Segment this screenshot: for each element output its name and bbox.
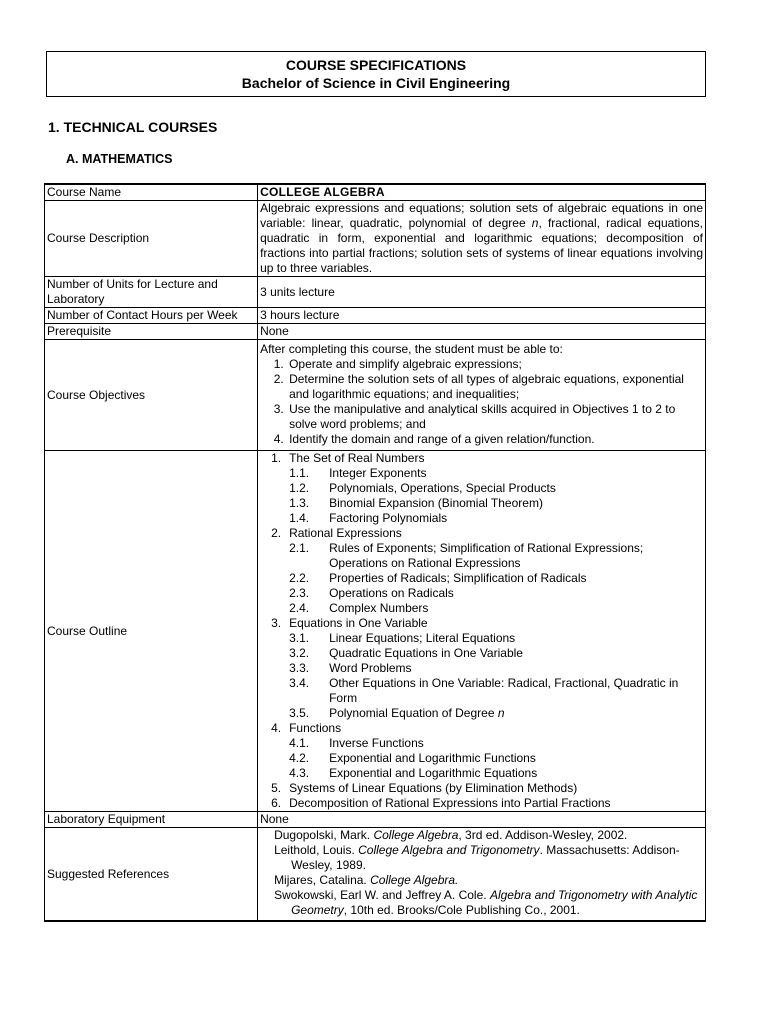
- reference-author: Leithold, Louis.: [274, 843, 359, 857]
- outline-item-number: 4.: [271, 721, 282, 735]
- outline-item-number: 5.: [271, 781, 282, 795]
- contact-hours-label: Number of Contact Hours per Week: [45, 308, 258, 324]
- outline-subitem-number: 3.2.: [289, 646, 310, 660]
- row-contact-hours: [45, 308, 706, 324]
- course-description-value: [258, 201, 706, 277]
- row-lab-equipment: [45, 812, 706, 828]
- contact-hours-value: 3 hours lecture: [258, 308, 706, 324]
- reference-item: [262, 843, 703, 873]
- outline-item-number: 6.: [271, 796, 282, 810]
- outline-subitem-title: Integer Exponents: [329, 466, 427, 480]
- references-label: Suggested References: [45, 828, 258, 922]
- outline-subitem: [260, 646, 703, 661]
- lab-equipment-value: None: [258, 812, 706, 828]
- outline-item: [260, 526, 703, 541]
- reference-title: College Algebra and Trigonometry: [358, 843, 540, 857]
- reference-title: College Algebra.: [370, 873, 459, 887]
- outline-subitem-title: Properties of Radicals; Simplification of Radicals: [329, 571, 587, 585]
- reference-publication: , 3rd ed. Addison-Wesley, 2002.: [458, 828, 628, 842]
- outline-subitem-title: Exponential and Logarithmic Equations: [329, 766, 538, 780]
- document-title: COURSE SPECIFICATIONS: [285, 57, 467, 73]
- description-part-2: , fractional, radical equations, quadratic in form, exponential and logarithmic equations; decomposition of fractions into partial fractions; solution sets of systems of linear equations involving up to three variables.: [260, 216, 703, 275]
- prerequisite-value: None: [258, 324, 706, 340]
- outline-value: [258, 451, 706, 812]
- outline-subitem-title: Rules of Exponents; Simplification of Rational Expressions; Operations on Rational Expressions: [329, 541, 644, 570]
- outline-label: Course Outline: [45, 451, 258, 812]
- reference-item: [262, 828, 703, 843]
- objectives-intro: After completing this course, the student must be able to:: [260, 342, 563, 356]
- objectives-label: Course Objectives: [45, 340, 258, 451]
- outline-item: [260, 451, 703, 466]
- outline-item-number: 1.: [271, 451, 282, 465]
- objectives-list: [260, 357, 703, 447]
- objective-item: 2. Determine the solution sets of all types of algebraic equations, exponential and logarithmic equations; and inequalities;: [287, 372, 703, 402]
- outline-subitem: [260, 601, 703, 616]
- objective-item: 4. Identify the domain and range of a given relation/function.: [287, 432, 703, 447]
- reference-title: Algebra and Trigonometry with Analytic Geometry: [291, 888, 698, 917]
- outline-subitem: [260, 496, 703, 511]
- outline-subitem: [260, 511, 703, 526]
- outline-subitem: [260, 676, 703, 706]
- course-name-label: Course Name: [45, 184, 258, 201]
- objective-item: 3. Use the manipulative and analytical skills acquired in Objectives 1 to 2 to solve word problems; and: [287, 402, 703, 432]
- outline-subitem-number: 1.4.: [289, 511, 310, 525]
- references-value: [258, 828, 706, 922]
- reference-title: College Algebra: [373, 828, 459, 842]
- reference-publication: . Massachusetts: Addison-Wesley, 1989.: [291, 843, 680, 872]
- reference-item: [262, 888, 703, 918]
- outline-subitem: [260, 766, 703, 781]
- outline-subitem-number: 1.3.: [289, 496, 310, 510]
- course-spec-table: [44, 183, 706, 922]
- outline-subitem-number: 1.1.: [289, 466, 310, 480]
- section-heading: 1. TECHNICAL COURSES: [48, 119, 218, 135]
- lab-equipment-label: Laboratory Equipment: [45, 812, 258, 828]
- outline-subitem-variable: n: [497, 706, 505, 720]
- outline-subitem-title: Complex Numbers: [329, 601, 429, 615]
- outline-subitem-title: Operations on Radicals: [329, 586, 454, 600]
- reference-item: [262, 873, 703, 888]
- outline-subitem-title: Quadratic Equations in One Variable: [329, 646, 523, 660]
- objective-item: 1. Operate and simplify algebraic expressions;: [287, 357, 703, 372]
- outline-subitem-number: 4.2.: [289, 751, 310, 765]
- reference-author: Dugopolski, Mark.: [274, 828, 374, 842]
- outline-item: [260, 721, 703, 736]
- row-outline: [45, 451, 706, 812]
- outline-subitem-number: 3.5.: [289, 706, 310, 720]
- outline-subitem: [260, 661, 703, 676]
- outline-item: [260, 616, 703, 631]
- outline-item: [260, 796, 703, 811]
- prerequisite-label: Prerequisite: [45, 324, 258, 340]
- outline-item-title: Functions: [289, 721, 342, 735]
- outline-subitem-number: 4.1.: [289, 736, 310, 750]
- outline-subitem-number: 2.1.: [289, 541, 310, 555]
- outline-subitem-number: 3.4.: [289, 676, 310, 690]
- subsection-heading: A. MATHEMATICS: [66, 152, 173, 166]
- outline-subitem: [260, 586, 703, 601]
- outline-subitem-number: 4.3.: [289, 766, 310, 780]
- outline-subitem: [260, 481, 703, 496]
- outline-subitem-title: Binomial Expansion (Binomial Theorem): [329, 496, 543, 510]
- reference-author: Mijares, Catalina.: [274, 873, 371, 887]
- row-prerequisite: [45, 324, 706, 340]
- outline-subitem-number: 3.1.: [289, 631, 310, 645]
- outline-subitem-number: 1.2.: [289, 481, 310, 495]
- outline-subitem-title: Polynomials, Operations, Special Products: [329, 481, 556, 495]
- outline-subitem: [260, 541, 703, 571]
- outline-subitem-number: 2.2.: [289, 571, 310, 585]
- outline-subitem: [260, 736, 703, 751]
- document-subtitle: Bachelor of Science in Civil Engineering: [241, 75, 511, 91]
- outline-subitem: [260, 706, 703, 721]
- outline-item-number: 3.: [271, 616, 282, 630]
- outline-subitem-title: Factoring Polynomials: [329, 511, 448, 525]
- outline-item-number: 2.: [271, 526, 282, 540]
- outline-subitem: [260, 571, 703, 586]
- references-list: [260, 828, 703, 918]
- outline-subitem-title: Linear Equations; Literal Equations: [329, 631, 516, 645]
- document-header: [46, 51, 706, 97]
- outline-item-title: Systems of Linear Equations (by Elimination Methods): [289, 781, 578, 795]
- outline-subitem-title: Word Problems: [329, 661, 412, 675]
- row-objectives: [45, 340, 706, 451]
- outline-item-title: Decomposition of Rational Expressions into Partial Fractions: [289, 796, 611, 810]
- objectives-value: [258, 340, 706, 451]
- row-units: [45, 277, 706, 308]
- outline-item-title: Rational Expressions: [289, 526, 402, 540]
- row-course-name: [45, 184, 706, 201]
- outline-subitem-title: Other Equations in One Variable: Radical, Fractional, Quadratic in Form: [329, 676, 679, 705]
- outline-subitem-number: 2.3.: [289, 586, 310, 600]
- reference-publication: , 10th ed. Brooks/Cole Publishing Co., 2001.: [343, 903, 580, 917]
- outline-subitem: [260, 631, 703, 646]
- outline-subitem-title: Exponential and Logarithmic Functions: [329, 751, 536, 765]
- course-description-label: Course Description: [45, 201, 258, 277]
- outline-subitem-number: 2.4.: [289, 601, 310, 615]
- outline-subitem-title: Inverse Functions: [329, 736, 424, 750]
- description-part-1: Algebraic expressions and equations; solution sets of algebraic equations in one variable: linear, quadratic, polynomial of degree: [260, 201, 703, 230]
- description-variable-n: n: [531, 216, 539, 230]
- course-name-value: COLLEGE ALGEBRA: [258, 184, 706, 201]
- outline-item: [260, 781, 703, 796]
- units-value: 3 units lecture: [258, 277, 706, 308]
- reference-author: Swokowski, Earl W. and Jeffrey A. Cole.: [274, 888, 490, 902]
- outline-item-title: The Set of Real Numbers: [289, 451, 425, 465]
- outline-subitem-title: Polynomial Equation of Degree: [329, 706, 498, 720]
- outline-list: [260, 451, 703, 811]
- units-label: Number of Units for Lecture and Laboratory: [45, 277, 258, 308]
- row-course-description: [45, 201, 706, 277]
- outline-subitem-number: 3.3.: [289, 661, 310, 675]
- outline-subitem: [260, 751, 703, 766]
- outline-subitem: [260, 466, 703, 481]
- row-references: [45, 828, 706, 922]
- outline-item-title: Equations in One Variable: [289, 616, 428, 630]
